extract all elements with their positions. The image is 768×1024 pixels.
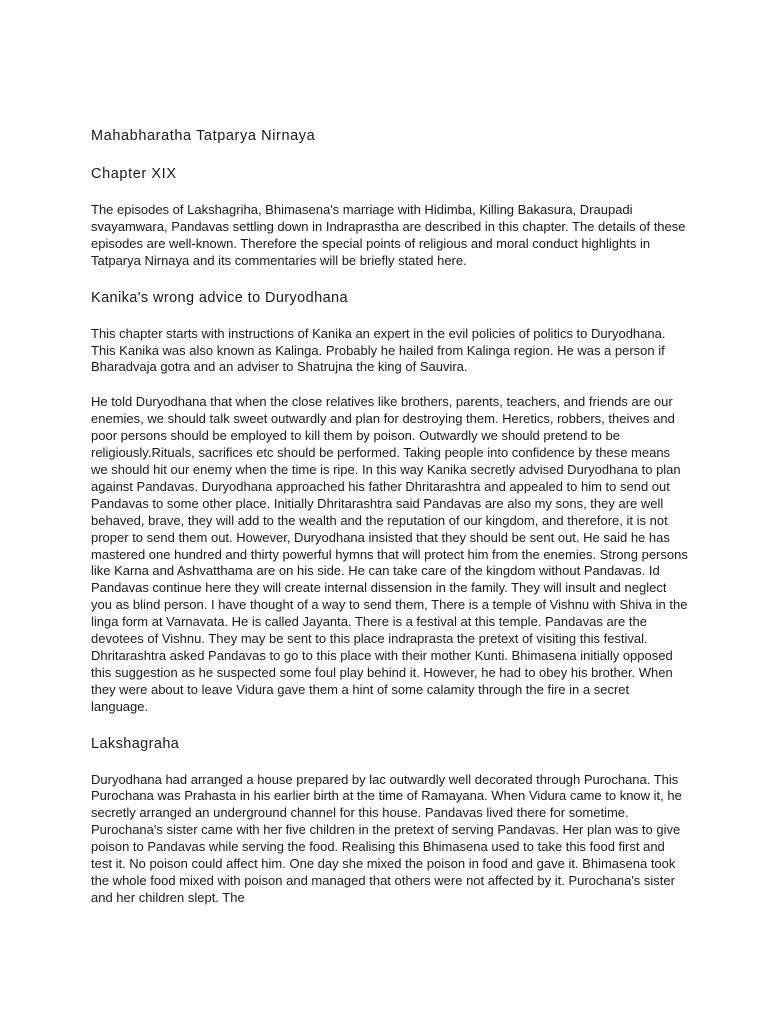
paragraph: Duryodhana had arranged a house prepared by lac outwardly well decorated through Purochana. This Purochana was Prahasta in his earlier birth at the time of Ramayana. When Vidura came to know it, he secretly arranged an underground channel for this house. Pandavas lived there for sometime. Purochana's sister came with her five children in the pretext of serving Pandavas. Her plan was to give poison to Pandavas while serving the food. Realising this Bhimasena used to take this food first and test it. No poison could affect him. One day she mixed the poison in food and gave it. Bhimasena took the whole food mixed with poison and managed that others were not affected by it. Purochana's sister and her children slept. The (91, 771, 682, 905)
section-heading-lakshagraha: Lakshagraha (91, 735, 180, 752)
intro-paragraph: The episodes of Lakshagriha, Bhimasena's marriage with Hidimba, Killing Bakasura, Draupadi svayamwara, Pandavas settling down in Indraprastha are described in this chapter. The details of these episodes are well-known. Therefore the special points of religious and moral conduct highlights in Tatparya Nirnaya and its commentaries will be briefly stated here. (91, 202, 686, 268)
chapter-heading: Chapter XIX (91, 166, 177, 182)
paragraph: This chapter starts with instructions of Kanika an expert in the evil policies of politics to Duryodhana. This Kanika was also known as Kalinga. Probably he hailed from Kalinga region. He was a person if Bharadvaja gotra and an adviser to Shatrujna the king of Sauvira. (91, 325, 666, 375)
paragraph: He told Duryodhana that when the close relatives like brothers, parents, teachers, and friends are our enemies, we should talk sweet outwardly and plan for destroying them. Heretics, robbers, theives and poor persons should be employed to kill them by poison. Outwardly we should pretend to be religiously.Rituals, sacrifices etc should be performed. Taking people into confidence by these means we should hit our enemy when the time is ripe. In this way Kanika secretly advised Duryodhana to plan against Pandavas. Duryodhana approached his father Dhritarashtra and appealed to him to send out Pandavas to some other place. Initially Dhritarashtra said Pandavas are also my sons, they are well behaved, brave, they will add to the wealth and the reputation of our kingdom, and therefore, it is not proper to send them out. However, Duryodhana insisted that they should be sent out. He said he has mastered one hundred and thirty powerful hymns that will protect him from the enemies. Strong persons like Karna and Ashvatthama are on his side. He can take care of the kingdom without Pandavas. Id Pandavas continue here they will create internal dissension in the family. They will insult and neglect you as blind person. I have thought of a way to send them, There is a temple of Vishnu with Shiva in the linga form at Varnavata. He is called Jayanta. There is a festival at this temple. Pandavas are the devotees of Vishnu. They may be sent to this place indraprasta the pretext of visiting this festival. Dhritarashtra asked Pandavas to go to this place with their mother Kunti. Bhimasena initially opposed this suggestion as he suspected some foul play behind it. However, he had to obey his brother. When they were about to leave Vidura gave them a hint of some calamity through the fire in a secret language. (91, 394, 688, 714)
document-title: Mahabharatha Tatparya Nirnaya (91, 128, 316, 144)
section-heading-kanika: Kanika's wrong advice to Duryodhana (91, 289, 348, 306)
